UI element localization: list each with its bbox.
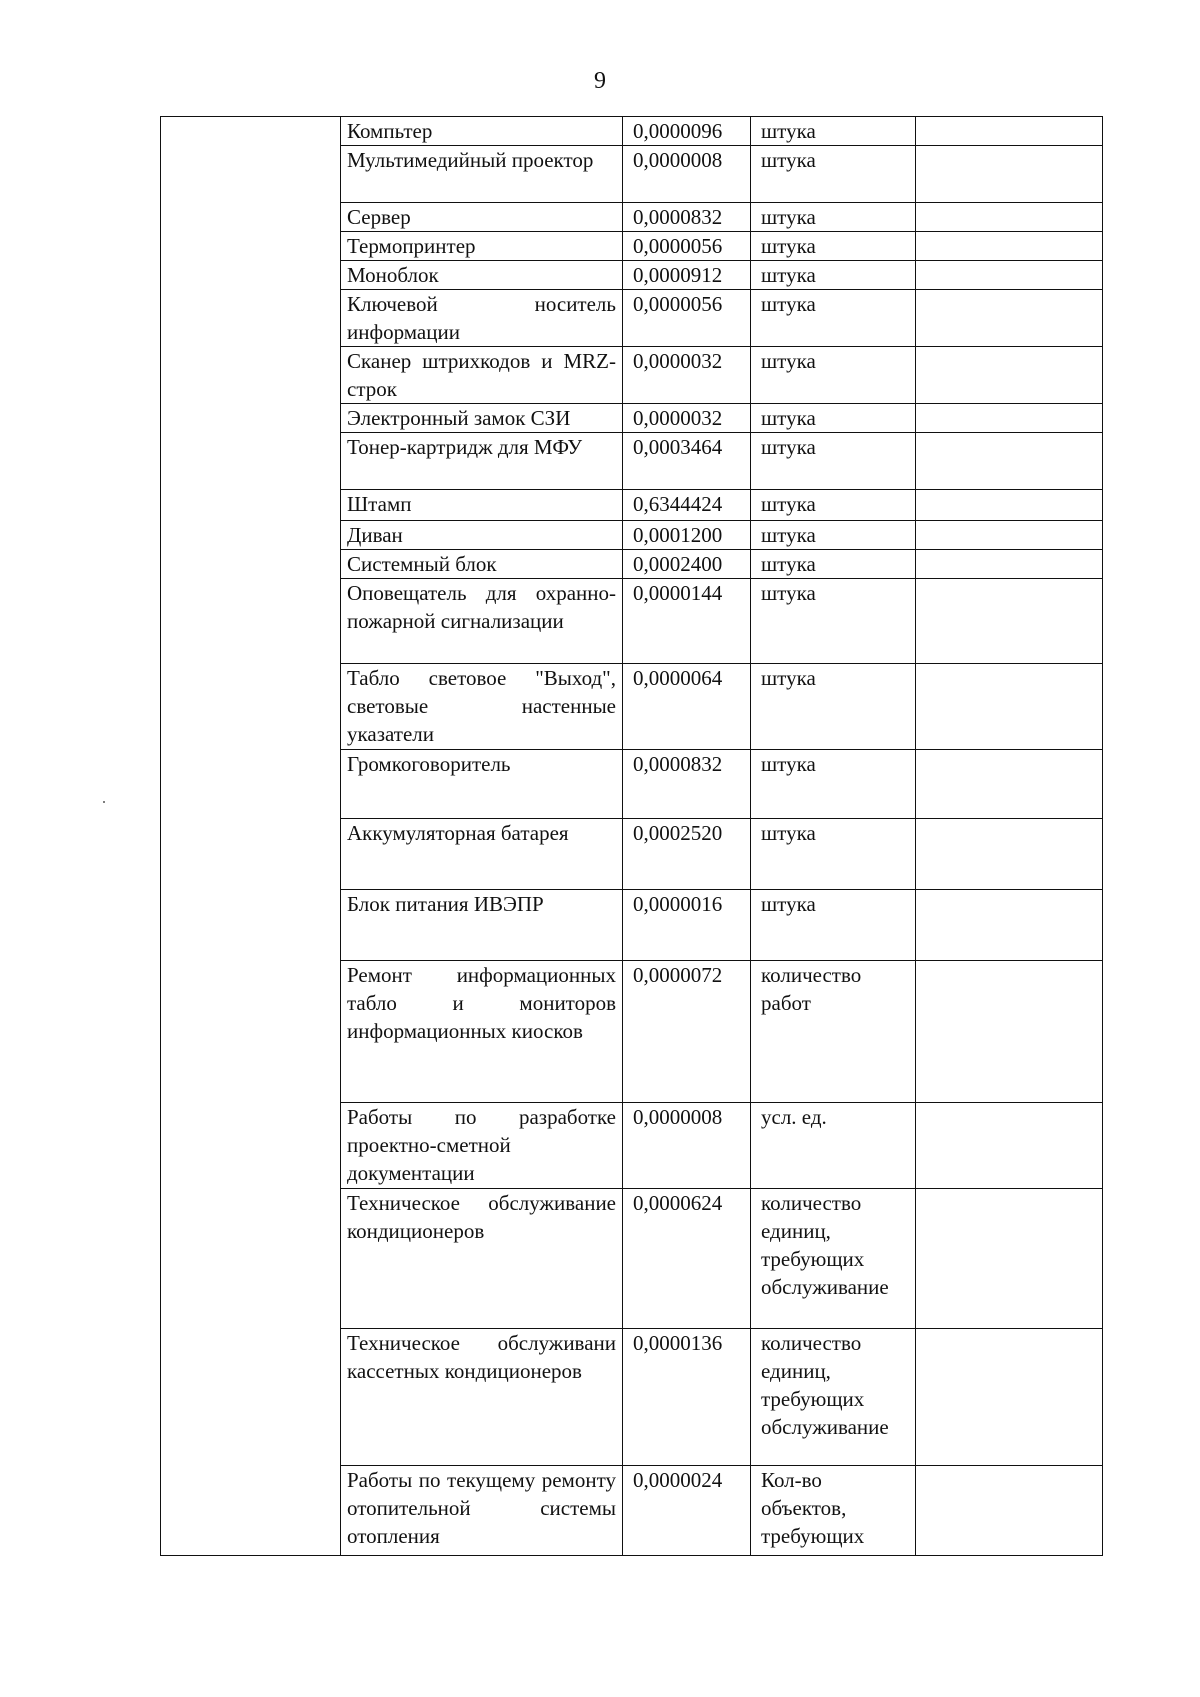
- item-name: Техническое обслуживание кондиционеров: [341, 1189, 623, 1329]
- item-value: 0,0000032: [623, 347, 751, 404]
- empty-cell: [916, 146, 1103, 203]
- item-unit: штука: [751, 890, 916, 961]
- merged-category-cell: [161, 117, 341, 1556]
- item-unit: штука: [751, 290, 916, 347]
- item-name: Электронный замок СЗИ: [341, 404, 623, 433]
- item-name: Блок питания ИВЭПР: [341, 890, 623, 961]
- norms-table: [160, 116, 1103, 1556]
- item-value: 0,0000064: [623, 664, 751, 750]
- item-value: 0,0000136: [623, 1329, 751, 1466]
- item-value: 0,0000832: [623, 750, 751, 819]
- item-name: Тонер-картридж для МФУ: [341, 433, 623, 490]
- item-name: Штамп: [341, 490, 623, 521]
- item-value: 0,6344424: [623, 490, 751, 521]
- item-value: 0,0000024: [623, 1466, 751, 1556]
- empty-cell: [916, 203, 1103, 232]
- empty-cell: [916, 232, 1103, 261]
- item-value: 0,0000072: [623, 961, 751, 1103]
- table-row: [161, 117, 1103, 146]
- item-value: 0,0002400: [623, 550, 751, 579]
- empty-cell: [916, 890, 1103, 961]
- empty-cell: [916, 433, 1103, 490]
- empty-cell: [916, 961, 1103, 1103]
- item-value: 0,0003464: [623, 433, 751, 490]
- item-value: 0,0002520: [623, 819, 751, 890]
- item-unit: штука: [751, 146, 916, 203]
- item-name: Работы по текущему ремонту отопительной системы отопления: [341, 1466, 623, 1556]
- item-name: Системный блок: [341, 550, 623, 579]
- item-name: Сканер штрихкодов и MRZ-строк: [341, 347, 623, 404]
- item-unit: штука: [751, 490, 916, 521]
- item-unit: штука: [751, 117, 916, 146]
- item-unit: штука: [751, 261, 916, 290]
- item-unit: штука: [751, 750, 916, 819]
- empty-cell: [916, 490, 1103, 521]
- item-name: Сервер: [341, 203, 623, 232]
- item-value: 0,0000056: [623, 290, 751, 347]
- page-number: 9: [594, 68, 606, 94]
- item-value: 0,0000008: [623, 146, 751, 203]
- item-name: Табло световое "Выход", световые настенные указатели: [341, 664, 623, 750]
- item-value: 0,0000032: [623, 404, 751, 433]
- item-unit: Кол-во объектов, требующих: [751, 1466, 916, 1556]
- item-name: Термопринтер: [341, 232, 623, 261]
- item-unit: количество единиц, требующих обслуживание: [751, 1329, 916, 1466]
- empty-cell: [916, 1189, 1103, 1329]
- item-name: Ключевой носитель информации: [341, 290, 623, 347]
- item-name: Компьтер: [341, 117, 623, 146]
- item-name: Ремонт информационных табло и мониторов информационных киосков: [341, 961, 623, 1103]
- item-value: 0,0000624: [623, 1189, 751, 1329]
- item-value: 0,0000144: [623, 579, 751, 664]
- empty-cell: [916, 404, 1103, 433]
- item-unit: штука: [751, 550, 916, 579]
- item-name: Аккумуляторная батарея: [341, 819, 623, 890]
- empty-cell: [916, 750, 1103, 819]
- empty-cell: [916, 261, 1103, 290]
- item-value: 0,0000016: [623, 890, 751, 961]
- item-name: Техническое обслуживани кассетных кондиционеров: [341, 1329, 623, 1466]
- item-unit: штука: [751, 433, 916, 490]
- item-unit: штука: [751, 203, 916, 232]
- item-unit: усл. ед.: [751, 1103, 916, 1189]
- item-name: Диван: [341, 521, 623, 550]
- item-unit: штука: [751, 347, 916, 404]
- item-name: Работы по разработке проектно-сметной документации: [341, 1103, 623, 1189]
- item-unit: штука: [751, 664, 916, 750]
- empty-cell: [916, 664, 1103, 750]
- item-unit: штука: [751, 404, 916, 433]
- scan-speck: [103, 801, 105, 803]
- item-unit: штука: [751, 819, 916, 890]
- empty-cell: [916, 521, 1103, 550]
- item-value: 0,0000056: [623, 232, 751, 261]
- empty-cell: [916, 290, 1103, 347]
- item-name: Оповещатель для охранно-пожарной сигнализации: [341, 579, 623, 664]
- item-value: 0,0000832: [623, 203, 751, 232]
- item-unit: штука: [751, 232, 916, 261]
- item-value: 0,0000912: [623, 261, 751, 290]
- item-value: 0,0001200: [623, 521, 751, 550]
- empty-cell: [916, 117, 1103, 146]
- empty-cell: [916, 1466, 1103, 1556]
- empty-cell: [916, 550, 1103, 579]
- empty-cell: [916, 1103, 1103, 1189]
- item-name: Громкоговоритель: [341, 750, 623, 819]
- item-value: 0,0000008: [623, 1103, 751, 1189]
- item-unit: штука: [751, 521, 916, 550]
- item-unit: количество единиц, требующих обслуживание: [751, 1189, 916, 1329]
- item-unit: штука: [751, 579, 916, 664]
- item-unit: количество работ: [751, 961, 916, 1103]
- item-value: 0,0000096: [623, 117, 751, 146]
- empty-cell: [916, 819, 1103, 890]
- item-name: Мультимедийный проектор: [341, 146, 623, 203]
- empty-cell: [916, 347, 1103, 404]
- item-name: Моноблок: [341, 261, 623, 290]
- empty-cell: [916, 1329, 1103, 1466]
- empty-cell: [916, 579, 1103, 664]
